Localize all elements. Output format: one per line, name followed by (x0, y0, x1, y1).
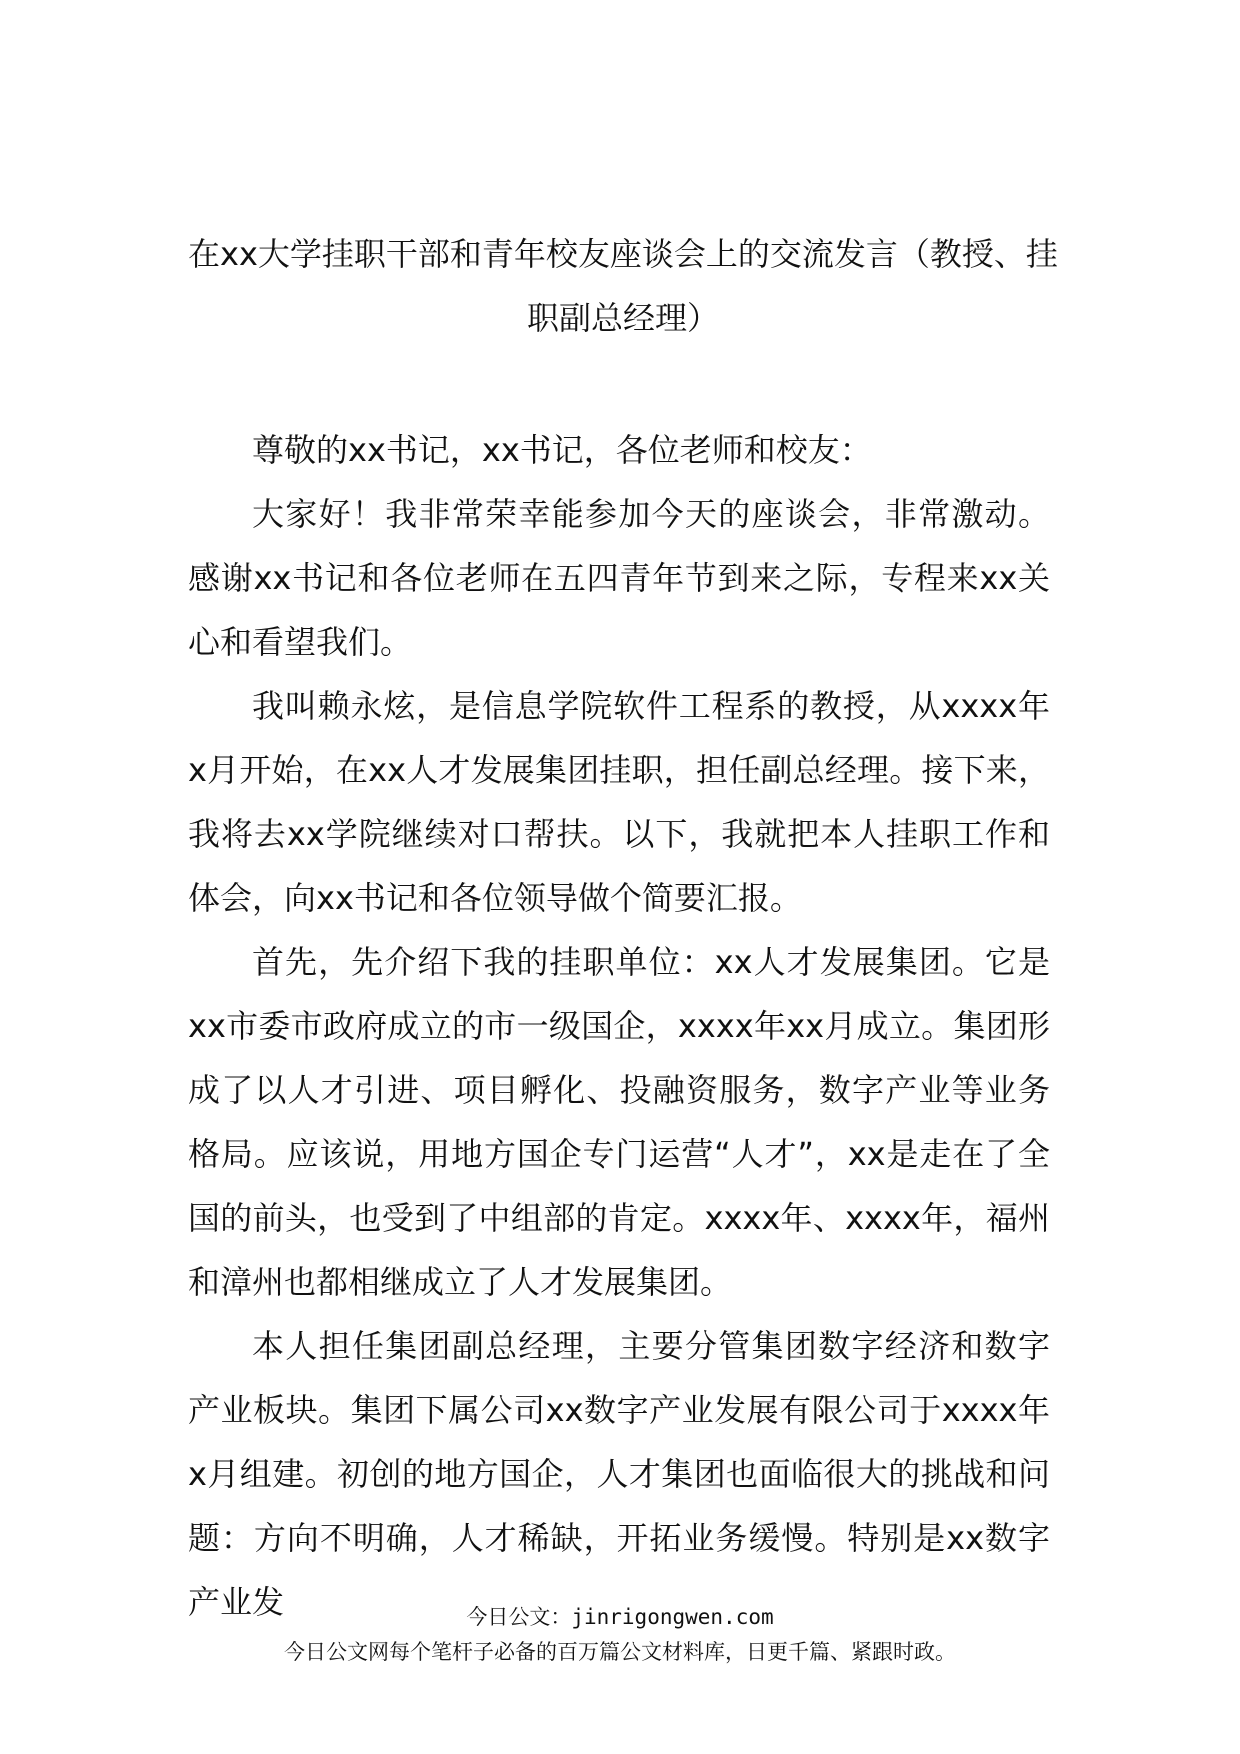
paragraph-unit-introduction: 首先，先介绍下我的挂职单位：xx人才发展集团。它是xx市委市政府成立的市一级国企，xxxx年xx月成立。集团形成了以人才引进、项目孵化、投融资服务，数字产业等业务格局。应该说，用地方国企专门运营“人才”，xx是走在了全国的前头，也受到了中组部的肯定。xxxx年、xxxx年，福州和漳州也都相继成立了人才发展集团。 (188, 943, 1050, 1301)
salutation: 尊敬的xx书记，xx书记，各位老师和校友： (252, 431, 872, 469)
footer-site-link[interactable]: 今日公文：jinrigongwen.com (466, 1605, 774, 1629)
paragraph-self-introduction: 我叫赖永炫，是信息学院软件工程系的教授，从xxxx年x月开始，在xx人才发展集团挂职，担任副总经理。接下来，我将去xx学院继续对口帮扶。以下，我就把本人挂职工作和体会，向xx书记和各位领导做个简要汇报。 (188, 687, 1050, 917)
paragraph-greeting: 大家好！我非常荣幸能参加今天的座谈会，非常激动。感谢xx书记和各位老师在五四青年节到来之际，专程来xx关心和看望我们。 (188, 495, 1050, 661)
footer-slogan: 今日公文网每个笔杆子必备的百万篇公文材料库，日更千篇、紧跟时政。 (284, 1640, 956, 1664)
document-body (188, 418, 1050, 1634)
document-title (188, 222, 1058, 350)
document-title-line-1: 在xx大学挂职干部和青年校友座谈会上的交流发言（教授、挂 (188, 235, 1058, 273)
document-title-line-2: 职副总经理） (526, 299, 719, 337)
paragraph-responsibilities: 本人担任集团副总经理，主要分管集团数字经济和数字产业板块。集团下属公司xx数字产业发展有限公司于xxxx年x月组建。初创的地方国企，人才集团也面临很大的挑战和问题：方向不明确，人才稀缺，开拓业务缓慢。特别是xx数字产业发 (188, 1327, 1050, 1621)
